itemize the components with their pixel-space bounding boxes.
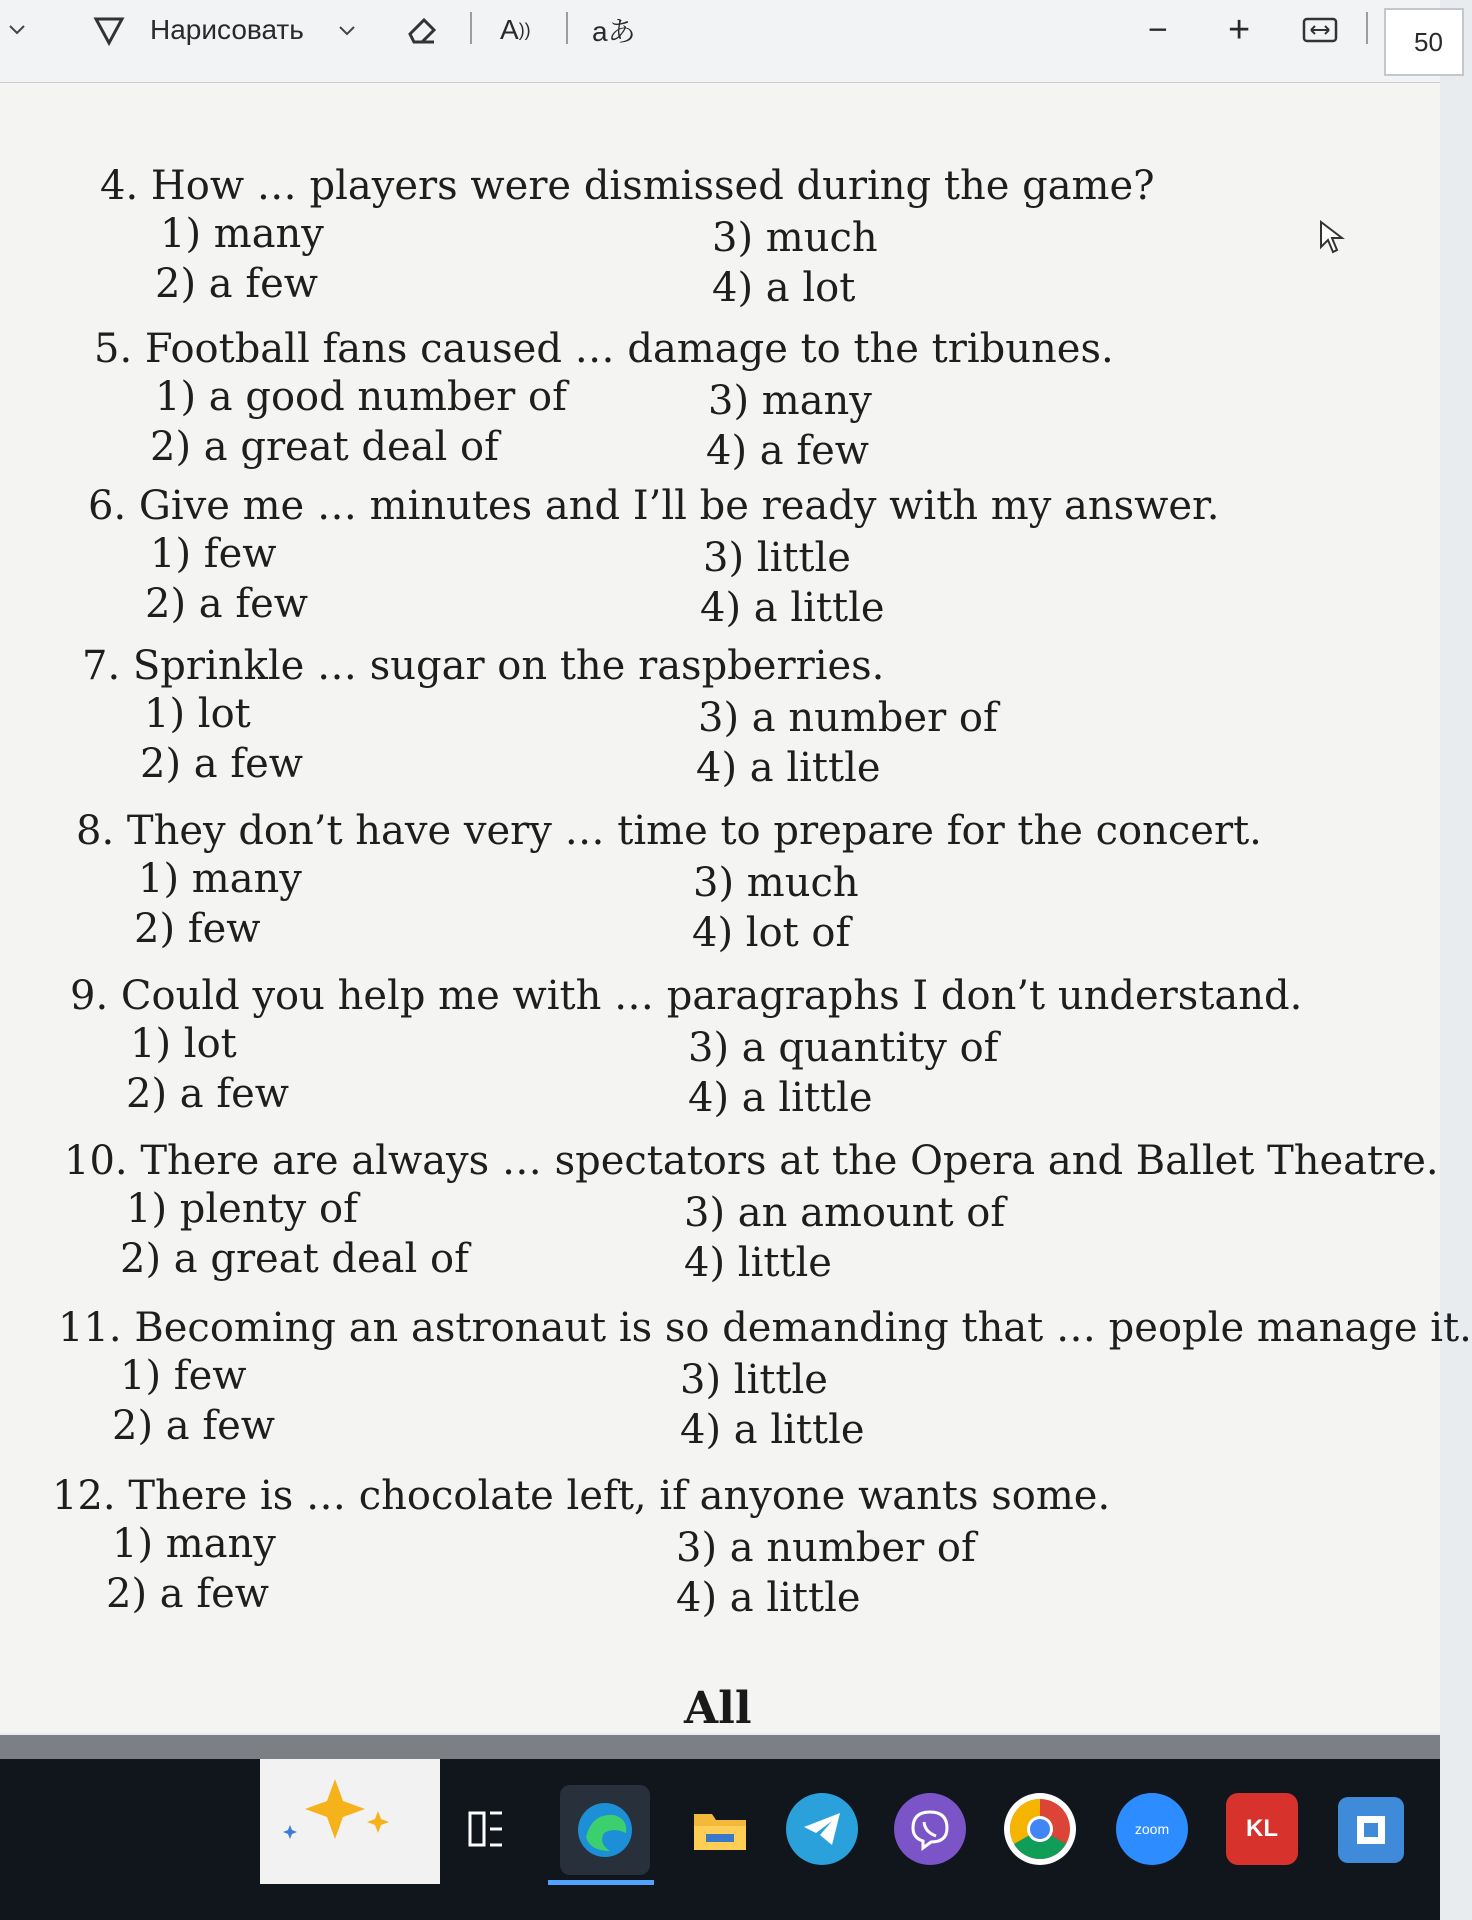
zoom-out-button[interactable]: − bbox=[1148, 10, 1168, 49]
eraser-icon[interactable] bbox=[404, 0, 440, 60]
kaspersky-icon[interactable]: KL bbox=[1226, 1793, 1298, 1865]
option-2: 2) few bbox=[134, 906, 261, 952]
option-1: 1) plenty of bbox=[126, 1186, 358, 1232]
question-text: 6. Give me … minutes and I’ll be ready with my answer. bbox=[88, 483, 1220, 529]
zoom-app-icon[interactable]: zoom bbox=[1116, 1793, 1188, 1865]
pdf-toolbar bbox=[0, 0, 1443, 83]
chrome-icon[interactable] bbox=[1004, 1793, 1076, 1865]
chevron-down-icon[interactable] bbox=[6, 0, 28, 60]
option-1: 1) few bbox=[120, 1353, 247, 1399]
question-text: 9. Could you help me with … paragraphs I don’t understand. bbox=[70, 973, 1303, 1019]
toolbar-divider bbox=[1366, 12, 1368, 44]
option-4: 4) a little bbox=[680, 1407, 865, 1453]
option-4: 4) a little bbox=[676, 1575, 861, 1621]
zoom-level-input[interactable]: 50 bbox=[1384, 8, 1464, 76]
taskbar-top-band bbox=[0, 1735, 1440, 1759]
question-text: 10. There are always … spectators at the Opera and Ballet Theatre. bbox=[64, 1138, 1439, 1184]
option-2: 2) a few bbox=[126, 1071, 290, 1117]
question-text: 5. Football fans caused … damage to the tribunes. bbox=[94, 326, 1114, 372]
option-2: 2) a great deal of bbox=[150, 424, 499, 470]
option-3: 3) many bbox=[708, 378, 872, 424]
document-page bbox=[0, 83, 1472, 1734]
question-text: 4. How … players were dismissed during the game? bbox=[100, 163, 1155, 209]
option-3: 3) much bbox=[712, 215, 878, 261]
option-4: 4) little bbox=[684, 1240, 832, 1286]
option-4: 4) a lot bbox=[712, 265, 856, 311]
question-text: 8. They don’t have very … time to prepare for the concert. bbox=[76, 808, 1262, 854]
option-3: 3) a number of bbox=[698, 695, 998, 741]
draw-icon[interactable] bbox=[92, 0, 126, 60]
option-3: 3) much bbox=[693, 860, 859, 906]
option-1: 1) many bbox=[138, 856, 302, 902]
active-app-indicator bbox=[548, 1880, 654, 1885]
option-1: 1) many bbox=[112, 1521, 276, 1567]
viber-icon[interactable] bbox=[894, 1793, 966, 1865]
windows-taskbar bbox=[0, 1759, 1440, 1920]
fit-width-icon[interactable] bbox=[1302, 0, 1338, 60]
toolbar-divider bbox=[566, 12, 568, 44]
option-4: 4) a little bbox=[696, 745, 881, 791]
option-3: 3) an amount of bbox=[684, 1190, 1006, 1236]
mouse-cursor-icon bbox=[1318, 219, 1346, 255]
task-view-icon[interactable] bbox=[456, 1793, 516, 1865]
translate-button[interactable]: aあ bbox=[592, 16, 636, 47]
option-1: 1) many bbox=[160, 211, 324, 257]
option-4: 4) a little bbox=[688, 1075, 873, 1121]
option-3: 3) little bbox=[680, 1357, 828, 1403]
draw-button-label[interactable]: Нарисовать bbox=[150, 14, 304, 45]
page-end-text: All bbox=[684, 1683, 752, 1734]
option-4: 4) lot of bbox=[692, 910, 851, 956]
option-4: 4) a few bbox=[706, 428, 870, 474]
edge-icon[interactable] bbox=[560, 1785, 650, 1875]
draw-dropdown-chevron-icon[interactable] bbox=[336, 0, 358, 60]
question-text: 11. Becoming an astronaut is so demanding that … people manage it. bbox=[58, 1305, 1472, 1351]
option-2: 2) a few bbox=[140, 741, 304, 787]
sound-waves-icon: )) bbox=[518, 19, 531, 40]
option-1: 1) a good number of bbox=[155, 374, 567, 420]
option-1: 1) lot bbox=[144, 691, 251, 737]
question-text: 7. Sprinkle … sugar on the raspberries. bbox=[82, 643, 885, 689]
option-1: 1) lot bbox=[130, 1021, 237, 1067]
option-2: 2) a great deal of bbox=[120, 1236, 469, 1282]
option-2: 2) a few bbox=[112, 1403, 276, 1449]
zoom-in-button[interactable]: + bbox=[1228, 8, 1251, 51]
option-1: 1) few bbox=[150, 531, 277, 577]
option-2: 2) a few bbox=[145, 581, 309, 627]
app-icon[interactable] bbox=[1338, 1797, 1404, 1863]
option-3: 3) little bbox=[703, 535, 851, 581]
copilot-widget[interactable] bbox=[260, 1759, 440, 1884]
sparkle-icon bbox=[260, 1759, 440, 1884]
option-2: 2) a few bbox=[106, 1571, 270, 1617]
option-4: 4) a little bbox=[700, 585, 885, 631]
toolbar-divider bbox=[470, 12, 472, 44]
telegram-icon[interactable] bbox=[786, 1793, 858, 1865]
option-2: 2) a few bbox=[155, 261, 319, 307]
option-3: 3) a quantity of bbox=[688, 1025, 999, 1071]
option-3: 3) a number of bbox=[676, 1525, 976, 1571]
read-aloud-icon: A bbox=[500, 14, 519, 45]
question-text: 12. There is … chocolate left, if anyone wants some. bbox=[52, 1473, 1111, 1519]
read-aloud-button[interactable] bbox=[500, 0, 531, 60]
file-explorer-icon[interactable] bbox=[684, 1793, 756, 1865]
